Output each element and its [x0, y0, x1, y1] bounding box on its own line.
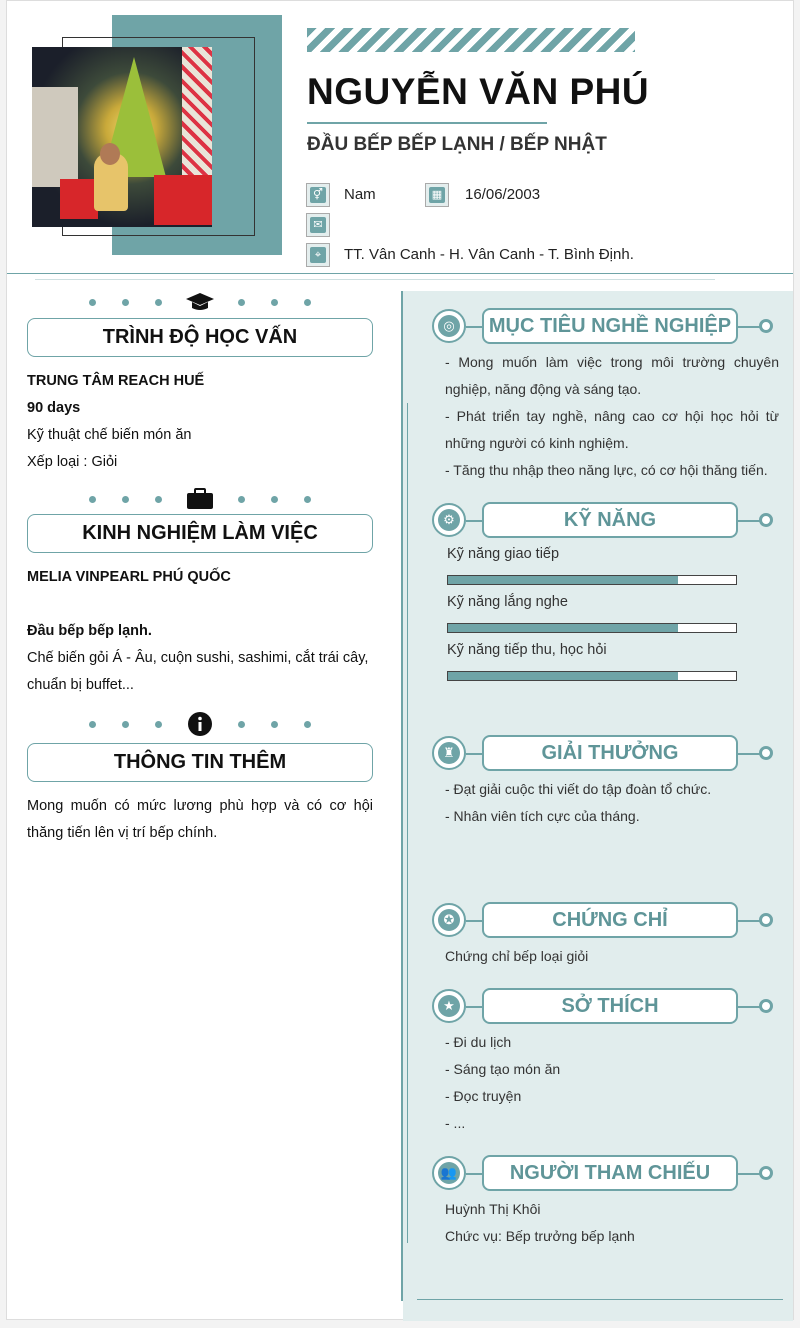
experience-heading: KINH NGHIỆM LÀM VIỆC [27, 514, 373, 553]
skill-bar-fill [448, 576, 678, 584]
connector [466, 326, 482, 328]
experience-details [27, 564, 373, 699]
graduation-cap-icon [185, 290, 215, 314]
education-major: Kỹ thuật chế biến món ăn [27, 427, 192, 443]
education-duration: 90 days [27, 400, 81, 416]
header-divider [7, 273, 793, 274]
connector [466, 1173, 482, 1175]
experience-description-1: Chế biến gỏi Á - Âu, cuộn sushi, sashimi, cắt trái cây, [27, 650, 369, 666]
hobbies-heading: SỞ THÍCH [482, 988, 738, 1024]
skill-bar-fill [448, 624, 678, 632]
info-icon [185, 712, 215, 736]
experience-description-2: chuẩn bị buffet... [27, 677, 134, 693]
connector [466, 753, 482, 755]
connector [466, 920, 482, 922]
references-details [445, 1196, 779, 1250]
connector [738, 1006, 760, 1008]
additional-details [27, 793, 373, 847]
certificates-heading: CHỨNG CHỈ [482, 902, 738, 938]
connector [466, 520, 482, 522]
award-item: - Đạt giải cuộc thi viết do tập đoàn tổ chức. [445, 781, 712, 797]
email-icon: ✉ [306, 213, 330, 237]
education-details [27, 368, 373, 476]
connector-end [759, 1166, 773, 1180]
gender-icon: ⚥ [306, 183, 330, 207]
panel-bottom-line [417, 1299, 783, 1300]
objective-line-1: - Mong muốn làm việc trong môi trường chuyên [445, 354, 779, 370]
target-icon: ◎ [432, 309, 466, 343]
connector [738, 1173, 760, 1175]
additional-dots [27, 711, 373, 737]
briefcase-icon [185, 487, 215, 511]
reference-name: Huỳnh Thị Khôi [445, 1201, 541, 1217]
connector [466, 1006, 482, 1008]
skill-bar-fill [448, 672, 678, 680]
connector-end [759, 999, 773, 1013]
skill-bar [447, 671, 737, 681]
star-icon: ★ [432, 989, 466, 1023]
people-icon: 👥 [432, 1156, 466, 1190]
objective-line-4: những người có kinh nghiệm. [445, 435, 629, 451]
name-underline [307, 122, 547, 124]
objective-line-3: - Phát triển tay nghề, nâng cao cơ hội học hỏi từ [445, 408, 779, 424]
connector-end [759, 513, 773, 527]
job-title: ĐẦU BẾP BẾP LẠNH / BẾP NHẬT [307, 134, 607, 155]
hobby-item: - Sáng tạo món ăn [445, 1061, 561, 1077]
certificate-item: Chứng chỉ bếp loại giỏi [445, 948, 589, 964]
skill-label: Kỹ năng lắng nghe [447, 594, 568, 610]
calendar-icon: ▦ [425, 183, 449, 207]
hobby-item: - Đọc truyện [445, 1088, 522, 1104]
education-grade: Xếp loại : Giỏi [27, 454, 118, 470]
connector [738, 520, 760, 522]
experience-dots [27, 486, 373, 512]
birthdate-value: 16/06/2003 [465, 186, 541, 203]
location-icon: ⌖ [306, 243, 330, 267]
objective-line-2: nghiệp, năng động và sáng tạo. [445, 381, 642, 397]
trophy-icon: ♜ [432, 736, 466, 770]
objective-text [445, 349, 779, 484]
cv-page [6, 0, 794, 1320]
education-heading: TRÌNH ĐỘ HỌC VẤN [27, 318, 373, 357]
experience-position: Đầu bếp bếp lạnh. [27, 623, 152, 639]
objective-line-5: - Tăng thu nhập theo năng lực, có cơ hội thăng tiến. [445, 462, 768, 478]
additional-heading: THÔNG TIN THÊM [27, 743, 373, 782]
hobby-item: - Đi du lịch [445, 1034, 512, 1050]
profile-photo [32, 47, 212, 227]
hobbies-list [445, 1029, 779, 1137]
connector-end [759, 746, 773, 760]
panel-inner-line [407, 403, 408, 1243]
education-dots [27, 289, 373, 315]
connector [738, 753, 760, 755]
panel-border-line [401, 291, 403, 1301]
gear-icon: ⚙ [432, 503, 466, 537]
skill-bar [447, 575, 737, 585]
address-value: TT. Vân Canh - H. Vân Canh - T. Bình Định. [344, 246, 634, 263]
candidate-name: NGUYỄN VĂN PHÚ [307, 71, 650, 112]
awards-list [445, 776, 779, 830]
certificates-list [445, 943, 779, 970]
medal-icon: ✪ [432, 903, 466, 937]
additional-line-2: thăng tiến lên vị trí bếp chính. [27, 825, 218, 841]
awards-heading: GIẢI THƯỞNG [482, 735, 738, 771]
school-name: TRUNG TÂM REACH HUẾ [27, 373, 205, 389]
connector [738, 920, 760, 922]
skill-label: Kỹ năng tiếp thu, học hỏi [447, 642, 607, 658]
award-item: - Nhân viên tích cực của tháng. [445, 808, 640, 824]
skills-heading: KỸ NĂNG [482, 502, 738, 538]
gender-value: Nam [344, 186, 376, 203]
reference-position: Chức vụ: Bếp trưởng bếp lạnh [445, 1228, 635, 1244]
skill-bar [447, 623, 737, 633]
company-name: MELIA VINPEARL PHÚ QUỐC [27, 569, 231, 585]
connector [738, 326, 760, 328]
header-divider-secondary [35, 279, 715, 280]
hobby-item: - ... [445, 1115, 466, 1131]
references-heading: NGƯỜI THAM CHIẾU [482, 1155, 738, 1191]
skill-label: Kỹ năng giao tiếp [447, 546, 560, 562]
connector-end [759, 319, 773, 333]
decorative-stripes [307, 28, 635, 52]
connector-end [759, 913, 773, 927]
additional-line-1: Mong muốn có mức lương phù hợp và có cơ hội [27, 798, 373, 814]
objective-heading: MỤC TIÊU NGHỀ NGHIỆP [482, 308, 738, 344]
